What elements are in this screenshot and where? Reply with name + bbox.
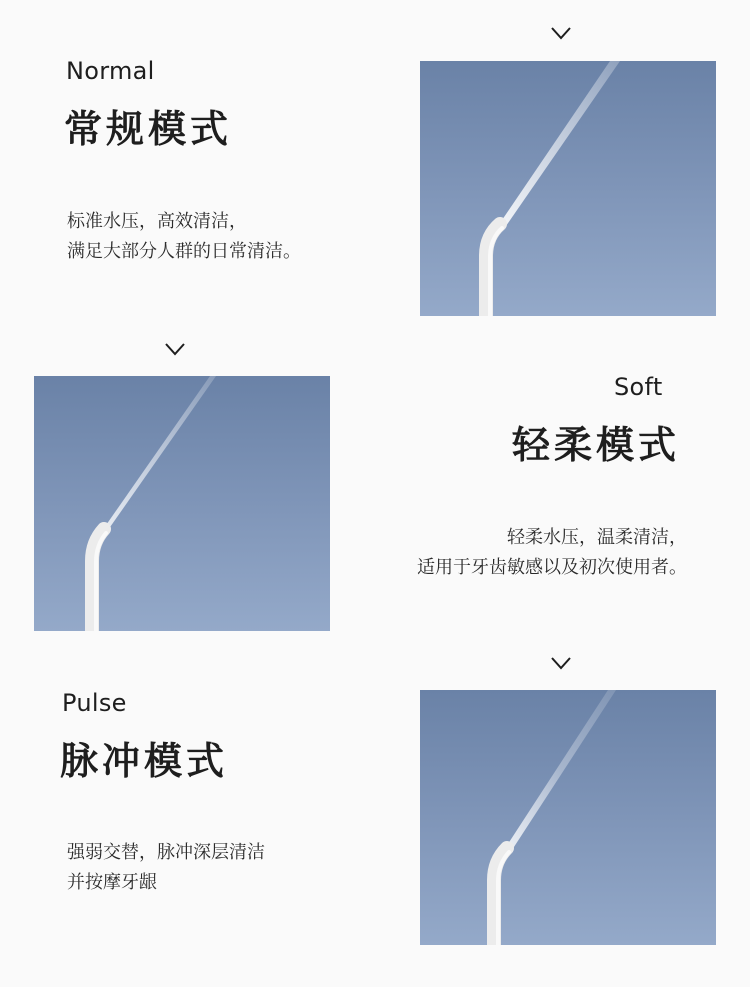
chevron-down-icon <box>164 342 186 356</box>
mode-name-en: Soft <box>614 373 663 401</box>
mode-name-zh: 轻柔模式 <box>512 423 681 467</box>
mode-soft <box>0 330 750 660</box>
chevron-down-icon <box>550 26 572 40</box>
water-jet-nozzle-image <box>420 61 716 316</box>
mode-description <box>67 207 301 267</box>
mode-name-en: Pulse <box>62 689 127 717</box>
chevron-down-icon <box>550 656 572 670</box>
mode-normal <box>0 0 750 330</box>
mode-name-zh: 常规模式 <box>64 107 233 151</box>
mode-description <box>374 523 687 583</box>
mode-name-zh: 脉冲模式 <box>60 739 229 783</box>
water-jet-nozzle-image <box>34 376 330 631</box>
mode-description <box>67 838 265 898</box>
mode-name-en: Normal <box>66 57 155 85</box>
mode-description-line: 满足大部分人群的日常清洁。 <box>67 241 301 262</box>
mode-description-line: 轻柔水压，温柔清洁， <box>507 527 687 548</box>
mode-description-line: 并按摩牙龈 <box>67 872 157 893</box>
water-jet-nozzle-image <box>420 690 716 945</box>
mode-description-line: 适用于牙齿敏感以及初次使用者。 <box>417 557 687 578</box>
mode-description-line: 标准水压，高效清洁， <box>67 211 247 232</box>
mode-pulse <box>0 650 750 980</box>
mode-description-line: 强弱交替，脉冲深层清洁 <box>67 842 265 863</box>
